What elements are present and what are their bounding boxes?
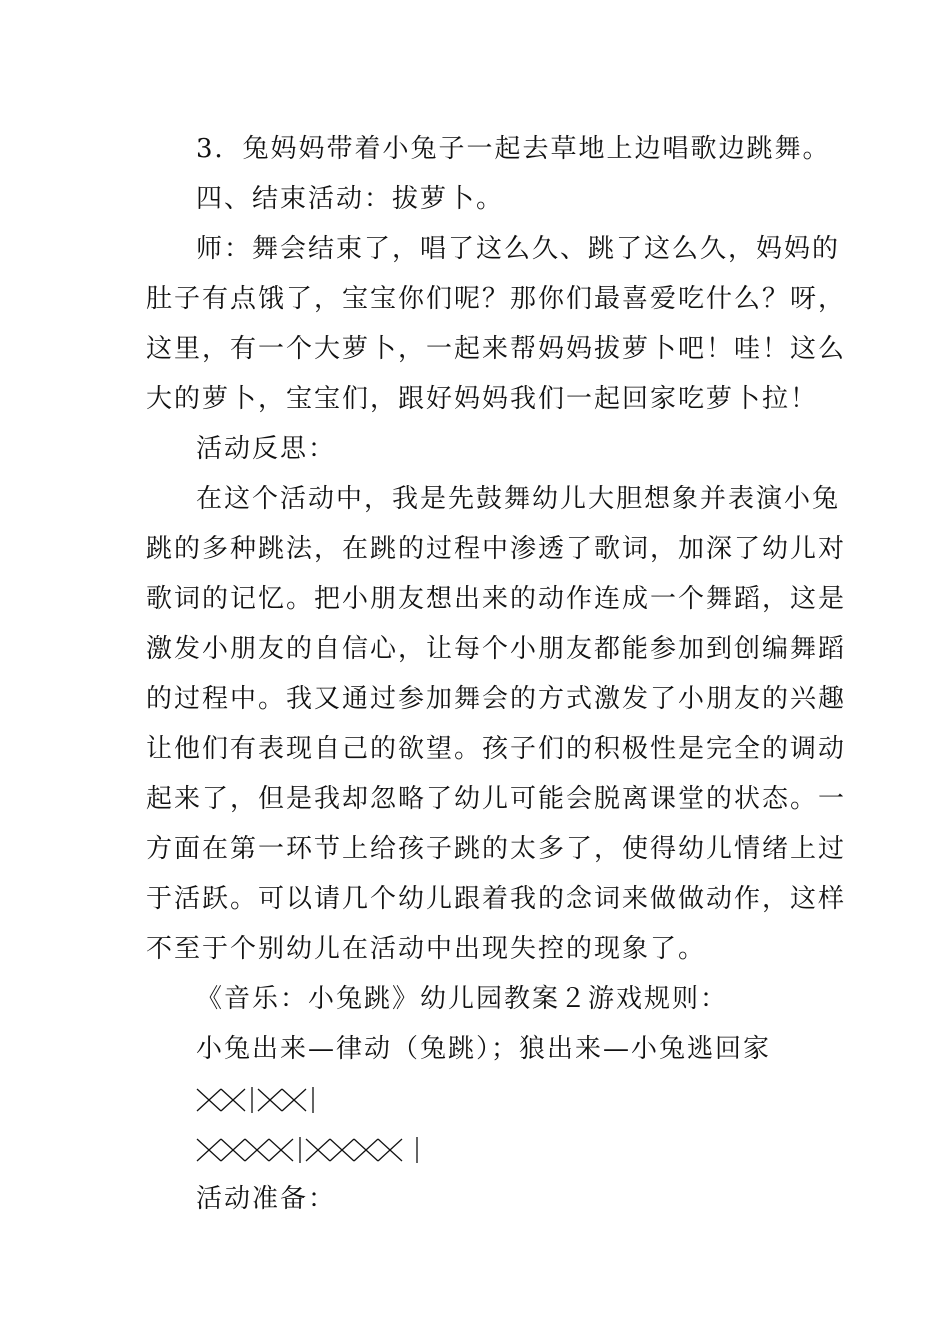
- lesson-plan-title: 《音乐：小兔跳》幼儿园教案２游戏规则：: [196, 984, 729, 1014]
- paragraph-line: 起来了，但是我却忽略了幼儿可能会脱离课堂的状态。一: [146, 784, 847, 814]
- rhythm-notation-2: [196, 1133, 426, 1165]
- paragraph-line: 不至于个别幼儿在活动中出现失控的现象了。: [146, 934, 707, 964]
- paragraph-line: 肚子有点饿了，宝宝你们呢？那你们最喜爱吃什么？呀，: [146, 284, 847, 314]
- rhythm-notation-1: [196, 1083, 326, 1115]
- step-3-line: 3．兔妈妈带着小兔子一起去草地上边唱歌边跳舞。: [196, 134, 831, 164]
- paragraph-line: 方面在第一环节上给孩子跳的太多了，使得幼儿情绪上过: [146, 834, 847, 864]
- paragraph-line: 激发小朋友的自信心，让每个小朋友都能参加到创编舞蹈: [146, 634, 847, 664]
- paragraph-line: 于活跃。可以请几个幼儿跟着我的念词来做做动作，这样: [146, 884, 847, 914]
- paragraph-line: 歌词的记忆。把小朋友想出来的动作连成一个舞蹈，这是: [146, 584, 847, 614]
- paragraph-line: 的过程中。我又通过参加舞会的方式激发了小朋友的兴趣: [146, 684, 847, 714]
- game-rule-line: 小兔出来—律动（兔跳）；狼出来—小兔逃回家: [196, 1034, 772, 1064]
- section-heading-reflection: 活动反思：: [196, 434, 337, 464]
- section-heading-preparation: 活动准备：: [196, 1184, 337, 1214]
- paragraph-line: 让他们有表现自己的欲望。孩子们的积极性是完全的调动: [146, 734, 847, 764]
- paragraph-line: 在这个活动中，我是先鼓舞幼儿大胆想象并表演小兔: [196, 484, 841, 514]
- paragraph-line: 跳的多种跳法，在跳的过程中渗透了歌词，加深了幼儿对: [146, 534, 847, 564]
- section-heading-end-activity: 四、结束活动：拔萝卜。: [196, 184, 505, 214]
- paragraph-line: 师：舞会结束了，唱了这么久、跳了这么久，妈妈的: [196, 234, 841, 264]
- paragraph-line: 这里，有一个大萝卜，一起来帮妈妈拔萝卜吧！哇！这么: [146, 334, 847, 364]
- paragraph-line: 大的萝卜，宝宝们，跟好妈妈我们一起回家吃萝卜拉！: [146, 384, 819, 414]
